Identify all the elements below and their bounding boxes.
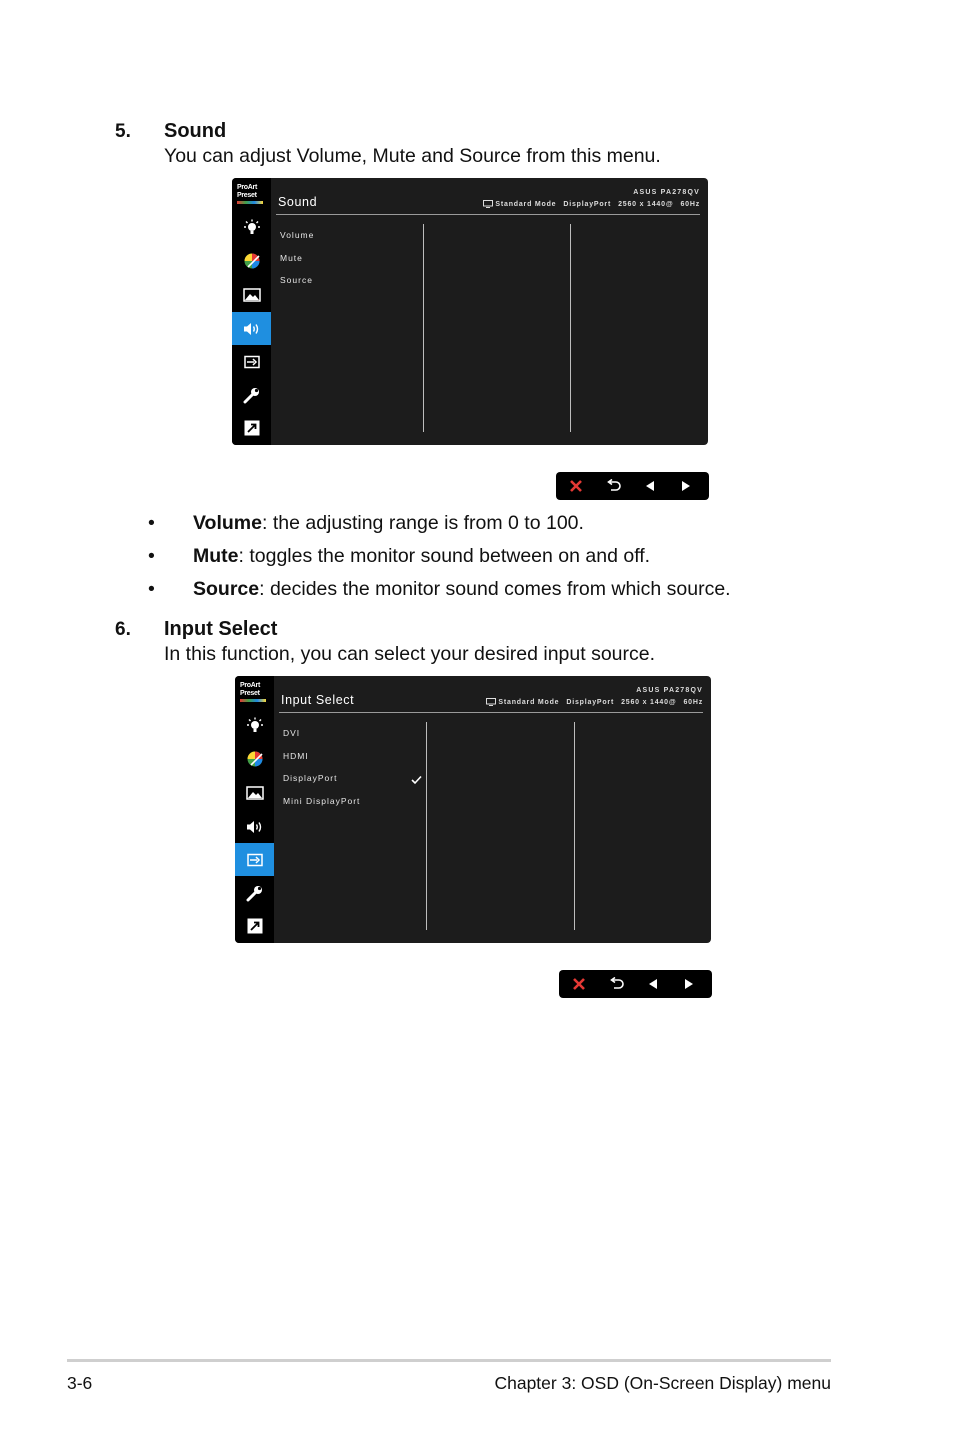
bullet-term: Volume xyxy=(193,512,262,534)
status-input: DisplayPort xyxy=(566,698,615,706)
monitor-model: ASUS PA278QV xyxy=(633,189,700,196)
status-mode: Standard Mode xyxy=(498,698,560,706)
sound-icon[interactable] xyxy=(232,312,271,345)
status-refresh: 60Hz xyxy=(683,698,703,706)
divider xyxy=(276,214,700,215)
bullet-text: : decides the monitor sound comes from which source. xyxy=(259,578,731,600)
color-icon[interactable] xyxy=(232,244,271,277)
monitor-icon xyxy=(483,200,493,208)
status-bar xyxy=(483,200,700,208)
status-refresh: 60Hz xyxy=(680,200,700,208)
blue-light-icon[interactable] xyxy=(232,211,271,244)
bullet-term: Source xyxy=(193,578,260,600)
image-icon[interactable] xyxy=(235,776,274,809)
image-icon[interactable] xyxy=(232,278,271,311)
sound-icon[interactable] xyxy=(235,810,274,843)
bullet-symbol: • xyxy=(148,512,155,534)
section-description: In this function, you can select your desired input source. xyxy=(164,643,656,665)
left-arrow-icon[interactable] xyxy=(632,472,668,500)
close-icon[interactable] xyxy=(561,970,597,998)
page-number: 3-6 xyxy=(67,1373,93,1393)
column-divider xyxy=(570,224,571,432)
input-select-icon[interactable] xyxy=(232,345,271,378)
shortcut-icon[interactable] xyxy=(235,909,274,942)
menu-item-dvi[interactable]: DVI xyxy=(283,728,301,738)
column-divider xyxy=(423,224,424,432)
section-description: You can adjust Volume, Mute and Source from this menu. xyxy=(164,145,661,167)
osd-sound-screenshot xyxy=(232,178,708,445)
osd-sidebar xyxy=(235,676,274,943)
osd-sidebar xyxy=(232,178,271,445)
back-icon[interactable] xyxy=(599,970,635,998)
color-icon[interactable] xyxy=(235,742,274,775)
bullet-symbol: • xyxy=(148,545,155,567)
section-number: 5. xyxy=(115,121,131,142)
menu-item-mute[interactable]: Mute xyxy=(280,253,303,263)
shortcut-icon[interactable] xyxy=(232,411,271,444)
monitor-model: ASUS PA278QV xyxy=(636,687,703,694)
input-select-icon[interactable] xyxy=(235,843,274,876)
menu-item-source[interactable]: Source xyxy=(280,275,313,285)
status-mode: Standard Mode xyxy=(495,200,557,208)
osd-title: Sound xyxy=(278,195,318,209)
checkmark-icon xyxy=(411,772,422,790)
right-arrow-icon[interactable] xyxy=(668,472,704,500)
status-resolution: 2560 x 1440@ xyxy=(621,698,677,706)
bullet-symbol: • xyxy=(148,578,155,600)
proart-preset-logo: ProArt Preset xyxy=(240,682,266,702)
menu-item-hdmi[interactable]: HDMI xyxy=(283,751,309,761)
osd-navigation-keys xyxy=(556,472,709,500)
menu-item-mini-displayport[interactable]: Mini DisplayPort xyxy=(283,796,361,806)
close-icon[interactable] xyxy=(558,472,594,500)
section-title: Input Select xyxy=(164,618,278,640)
status-input: DisplayPort xyxy=(563,200,612,208)
divider xyxy=(279,712,703,713)
monitor-icon xyxy=(486,698,496,706)
blue-light-icon[interactable] xyxy=(235,709,274,742)
system-setup-icon[interactable] xyxy=(232,378,271,411)
proart-preset-logo: ProArt Preset xyxy=(237,184,263,204)
column-divider xyxy=(574,722,575,930)
osd-input-select-screenshot xyxy=(235,676,711,943)
chapter-title: Chapter 3: OSD (On-Screen Display) menu xyxy=(494,1373,831,1393)
system-setup-icon[interactable] xyxy=(235,876,274,909)
bullet-term: Mute xyxy=(193,545,239,567)
column-divider xyxy=(426,722,427,930)
status-resolution: 2560 x 1440@ xyxy=(618,200,674,208)
section-number: 6. xyxy=(115,619,131,640)
bullet-text: : toggles the monitor sound between on and off. xyxy=(238,545,651,567)
back-icon[interactable] xyxy=(596,472,632,500)
status-bar xyxy=(486,698,703,706)
footer-rule xyxy=(67,1359,831,1362)
left-arrow-icon[interactable] xyxy=(635,970,671,998)
osd-title: Input Select xyxy=(281,693,355,707)
bullet-text: : the adjusting range is from 0 to 100. xyxy=(261,512,584,534)
menu-item-volume[interactable]: Volume xyxy=(280,230,315,240)
right-arrow-icon[interactable] xyxy=(671,970,707,998)
section-title: Sound xyxy=(164,120,227,142)
osd-navigation-keys xyxy=(559,970,712,998)
menu-item-displayport[interactable]: DisplayPort xyxy=(283,773,338,783)
